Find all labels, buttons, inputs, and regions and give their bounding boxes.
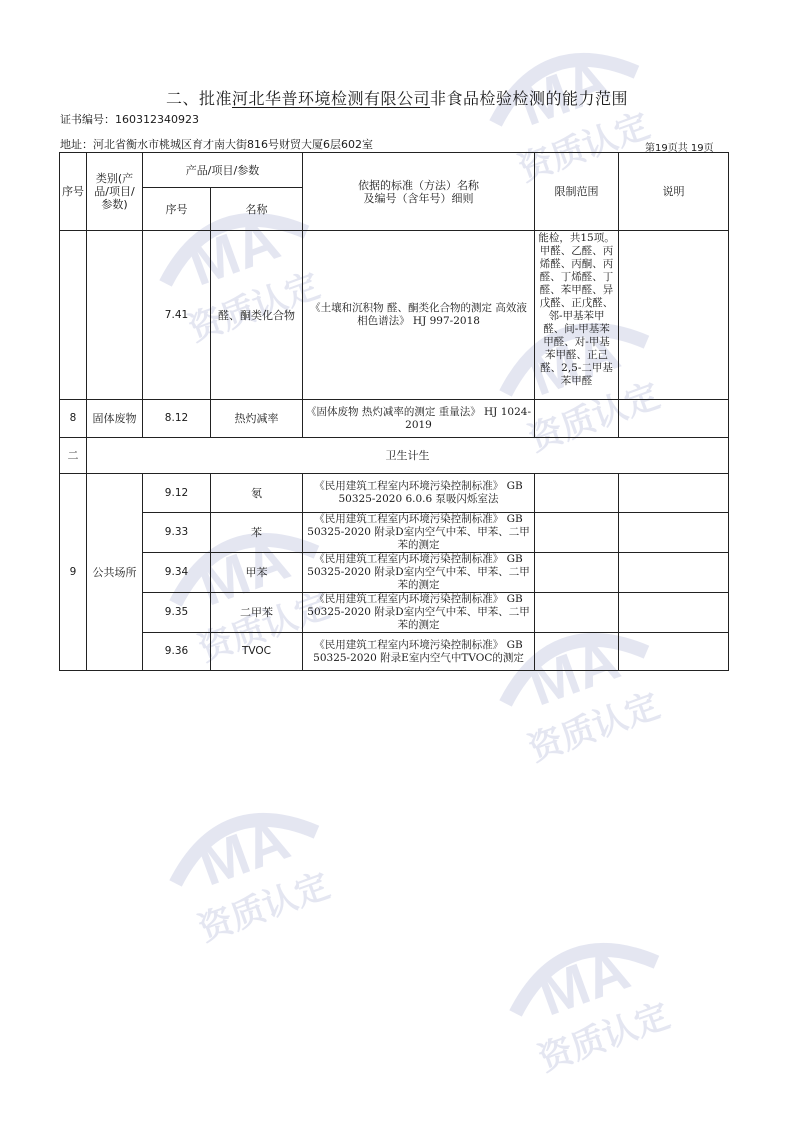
section-seq: 二	[60, 438, 87, 474]
title-prefix: 二、批准	[165, 89, 232, 108]
seq-cell: 9	[60, 474, 87, 671]
table-row	[60, 400, 729, 438]
note-cell	[619, 400, 729, 438]
capability-scope-table	[59, 152, 729, 671]
note-cell	[619, 513, 729, 553]
item-number: 9.36	[143, 633, 211, 671]
item-number: 8.12	[143, 400, 211, 438]
seq-cell	[60, 231, 87, 400]
header-category: 类别(产品/项目/参数)	[87, 153, 143, 231]
section-label: 卫生计生	[87, 438, 729, 474]
item-name: TVOC	[211, 633, 303, 671]
header-sub-seq: 序号	[143, 188, 211, 231]
page-number: 第19页共 19页	[645, 143, 714, 154]
standard-cell: 《固体废物 热灼减率的测定 重量法》 HJ 1024-2019	[303, 400, 535, 438]
limit-cell	[535, 553, 619, 593]
limit-cell	[535, 474, 619, 513]
standard-cell: 《民用建筑工程室内环境污染控制标准》 GB 50325-2020 附录D室内空气中苯、甲苯、二甲苯的测定	[303, 553, 535, 593]
item-name: 二甲苯	[211, 593, 303, 633]
title-suffix: 非食品检验检测的能力范围	[430, 89, 629, 108]
certificate-number: 证书编号：160312340923	[60, 113, 199, 126]
note-cell	[619, 553, 729, 593]
title-company: 河北华普环境检测有限公司	[231, 89, 430, 108]
standard-cell: 《民用建筑工程室内环境污染控制标准》 GB 50325-2020 6.0.6 泵吸闪烁室法	[303, 474, 535, 513]
item-name: 苯	[211, 513, 303, 553]
limit-cell	[535, 513, 619, 553]
table-row	[60, 593, 729, 633]
item-name: 氡	[211, 474, 303, 513]
item-number: 9.33	[143, 513, 211, 553]
header-limit: 限制范围	[535, 153, 619, 231]
category-cell: 公共场所	[87, 474, 143, 671]
limit-cell	[535, 593, 619, 633]
category-cell: 固体废物	[87, 400, 143, 438]
header-product-group: 产品/项目/参数	[143, 153, 303, 188]
item-number: 9.35	[143, 593, 211, 633]
standard-cell: 《民用建筑工程室内环境污染控制标准》 GB 50325-2020 附录E室内空气中TVOC的测定	[303, 633, 535, 671]
seq-cell: 8	[60, 400, 87, 438]
header-name: 名称	[211, 188, 303, 231]
table-row	[60, 633, 729, 671]
standard-cell: 《民用建筑工程室内环境污染控制标准》 GB 50325-2020 附录D室内空气中苯、甲苯、二甲苯的测定	[303, 593, 535, 633]
ma-watermark-stamp	[130, 752, 360, 958]
limit-cell: 能检，共15项。甲醛、乙醛、丙烯醛、丙酮、丙醛、丁烯醛、丁醛、苯甲醛、异戊醛、正戊醛、邻-甲基苯甲醛、间-甲基苯甲醛、对-甲基苯甲醛、正己醛、2,5-二甲基苯甲醛	[535, 231, 619, 400]
standard-cell: 《土壤和沉积物 醛、酮类化合物的测定 高效液相色谱法》 HJ 997-2018	[303, 231, 535, 400]
table-row	[60, 513, 729, 553]
lab-address: 地址：河北省衡水市桃城区育才南大街816号财贸大厦6层602室	[60, 138, 373, 151]
item-name: 甲苯	[211, 553, 303, 593]
note-cell	[619, 231, 729, 400]
ma-watermark-stamp	[470, 882, 700, 1088]
table-row	[60, 553, 729, 593]
note-cell	[619, 474, 729, 513]
note-cell	[619, 633, 729, 671]
item-number: 9.34	[143, 553, 211, 593]
header-note: 说明	[619, 153, 729, 231]
item-name: 热灼减率	[211, 400, 303, 438]
section-row	[60, 438, 729, 474]
note-cell	[619, 593, 729, 633]
item-number: 9.12	[143, 474, 211, 513]
item-number: 7.41	[143, 231, 211, 400]
standard-cell: 《民用建筑工程室内环境污染控制标准》 GB 50325-2020 附录D室内空气中苯、甲苯、二甲苯的测定	[303, 513, 535, 553]
page-title	[0, 86, 794, 109]
header-seq: 序号	[60, 153, 87, 231]
header-standard: 依据的标准（方法）名称 及编号（含年号）细则	[303, 153, 535, 231]
limit-cell	[535, 633, 619, 671]
category-cell	[87, 231, 143, 400]
table-row	[60, 474, 729, 513]
table-row	[60, 231, 729, 400]
item-name: 醛、酮类化合物	[211, 231, 303, 400]
limit-cell	[535, 400, 619, 438]
